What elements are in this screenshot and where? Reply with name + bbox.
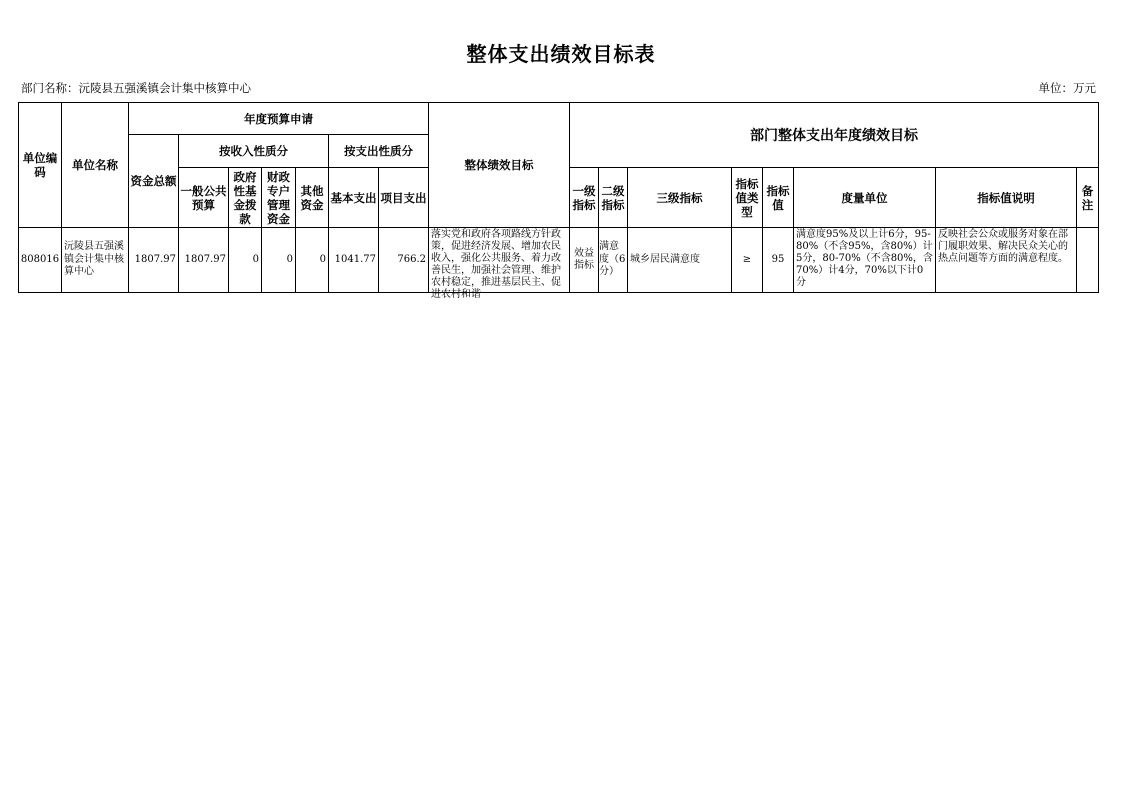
header-value-type: 指标值类型 bbox=[732, 168, 763, 228]
header-level3: 三级指标 bbox=[628, 168, 732, 228]
department-name: 部门名称：沅陵县五强溪镇会计集中核算中心 bbox=[21, 81, 251, 95]
header-total-funds: 资金总额 bbox=[129, 135, 179, 228]
cell-fiscal-special: 0 bbox=[262, 228, 296, 293]
cell-basic-exp: 1041.77 bbox=[329, 228, 379, 293]
performance-target-table bbox=[18, 102, 1099, 300]
currency-unit: 单位：万元 bbox=[1038, 81, 1096, 95]
header-overall-goal: 整体绩效目标 bbox=[429, 103, 570, 228]
cell-general-budget: 1807.97 bbox=[179, 228, 229, 293]
cell-unit-code: 808016 bbox=[19, 228, 62, 293]
cell-overall-goal: 落实党和政府各项路线方针政策，促进经济发展、增加农民收入，强化公共服务、着力改善民生，加强社会管理、维护农村稳定，推进基层民主、促进农村和谐 bbox=[431, 229, 561, 300]
header-indicator-value: 指标值 bbox=[763, 168, 794, 228]
cell-remark bbox=[1077, 228, 1099, 293]
cell-level1: 效益指标 bbox=[570, 228, 599, 293]
page-title: 整体支出绩效目标表 bbox=[466, 42, 656, 66]
cell-value-type: ≥ bbox=[732, 228, 763, 293]
header-value-desc: 指标值说明 bbox=[936, 168, 1077, 228]
header-basic-exp: 基本支出 bbox=[329, 168, 379, 228]
cell-level2: 满意度（6分） bbox=[599, 228, 628, 293]
header-unit-code: 单位编码 bbox=[19, 103, 62, 228]
cell-project-exp: 766.2 bbox=[379, 228, 429, 293]
cell-total-funds: 1807.97 bbox=[129, 228, 179, 293]
header-remark: 备注 bbox=[1077, 168, 1099, 228]
header-project-exp: 项目支出 bbox=[379, 168, 429, 228]
cell-measure-unit: 满意度95%及以上计6分，95-80%（不含95%，含80%）计5分，80-70%（不含80%，含70%）计4分，70%以下计0分 bbox=[796, 229, 933, 288]
cell-indicator-value: 95 bbox=[763, 228, 794, 293]
header-level1: 一级指标 bbox=[570, 168, 599, 228]
cell-value-desc: 反映社会公众或服务对象在部门履职效果、解决民众关心的热点问题等方面的满意程度。 bbox=[938, 229, 1068, 264]
header-by-expenditure: 按支出性质分 bbox=[329, 135, 429, 168]
header-annual-budget: 年度预算申请 bbox=[129, 103, 429, 135]
cell-unit-name: 沅陵县五强溪镇会计集中核算中心 bbox=[62, 228, 129, 293]
header-fiscal-special: 财政专户管理资金 bbox=[262, 168, 296, 228]
header-general-budget: 一般公共预算 bbox=[179, 168, 229, 228]
header-other-funds: 其他资金 bbox=[296, 168, 329, 228]
header-gov-fund: 政府性基金拨款 bbox=[229, 168, 262, 228]
cell-level3: 城乡居民满意度 bbox=[628, 228, 732, 293]
header-unit-name: 单位名称 bbox=[62, 103, 129, 228]
cell-gov-fund: 0 bbox=[229, 228, 262, 293]
cell-other-funds: 0 bbox=[296, 228, 329, 293]
header-level2: 二级指标 bbox=[599, 168, 628, 228]
header-dept-goal: 部门整体支出年度绩效目标 bbox=[570, 103, 1099, 168]
header-measure-unit: 度量单位 bbox=[794, 168, 936, 228]
header-by-income: 按收入性质分 bbox=[179, 135, 329, 168]
table-row bbox=[19, 228, 1099, 293]
